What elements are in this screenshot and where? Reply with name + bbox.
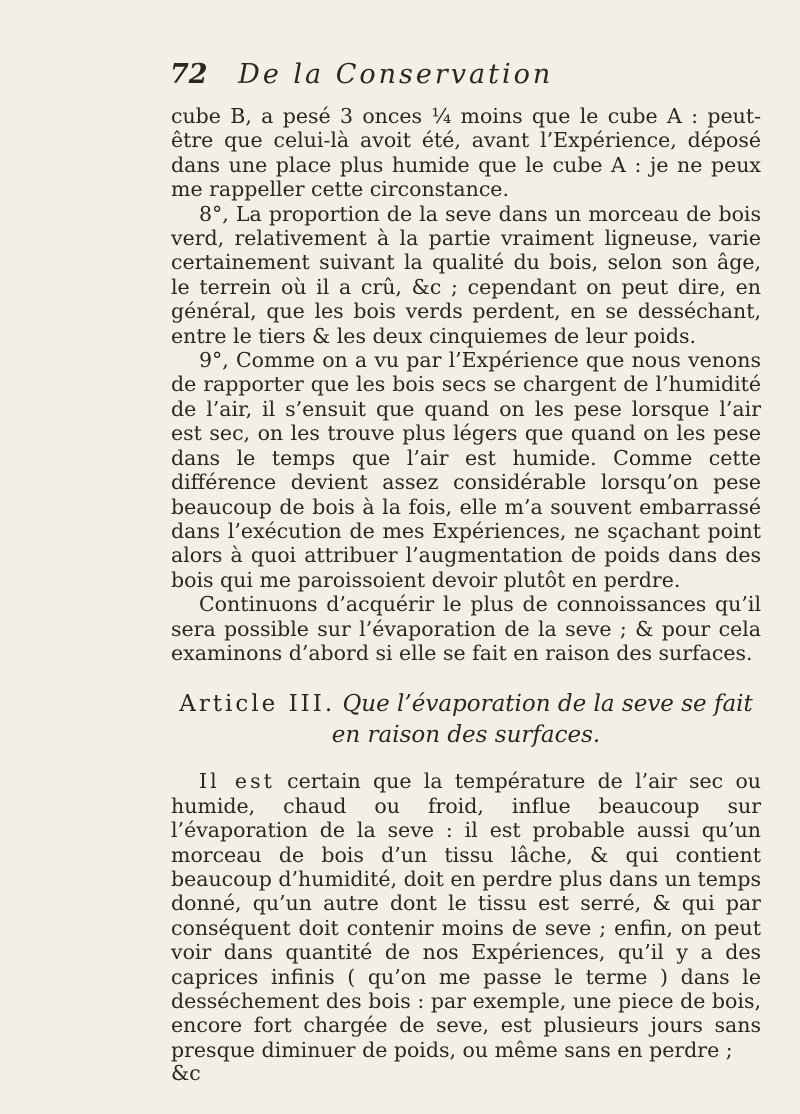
article-heading [171,689,761,751]
paragraph-lead-words: Il est [199,769,275,794]
paragraph: Continuons d’acquérir le plus de connoissances qu’il sera possible sur l’évaporation de la seve ; & pour cela examinons d’abord si elle se fait en raison des surfaces. [171,592,761,665]
paragraph-text: certain que la température de l’air sec ou humide, chaud ou froid, influe beaucoup sur l’évaporation de la seve : il est probable aussi qu’un morceau de bois d’un tissu lâche, & qui contient beaucoup d’humidité, doit en perdre plus dans un temps donné, qu’un autre dont le tissu est serré, & qui par conséquent doit contenir moins de seve ; enfin, on peut voir dans quantité de nos Expériences, qu’il y a des caprices infinis ( qu’on me passe le terme ) dans le desséchement des bois : par exemple, une piece de bois, encore fort chargée de seve, est plusieurs jours sans presque diminuer de poids, ou même sans en perdre ; [171,769,761,1062]
running-head [170,58,690,92]
running-head-title: De la Conservation [238,59,554,90]
article-title: Que l’évaporation de la seve se fait en raison des surfaces. [331,691,753,749]
paragraph [171,769,761,1062]
paragraph: cube B, a pesé 3 onces ¼ moins que le cube A : peut-être que celui-là avoit été, avant l’Expérience, déposé dans une place plus humide que le cube A : je ne peux me rappeller cette circonstance. [171,104,761,202]
paragraph: 8°, La proportion de la seve dans un morceau de bois verd, relativement à la partie vraiment ligneuse, varie certainement suivant la qualité du bois, selon son âge, le terrein où il a crû, &c ; cependant on peut dire, en général, que les bois verds perdent, en se desséchant, entre le tiers & les deux cinquiemes de leur poids. [171,201,761,348]
article-label: Article III. [179,691,336,718]
catchword: &c [171,1061,201,1086]
page-number: 72 [170,59,208,90]
paragraph: 9°, Comme on a vu par l’Expérience que nous venons de rapporter que les bois secs se chargent de l’humidité de l’air, il s’ensuit que quand on les pese lorsque l’air est sec, on les trouve plus légers que quand on les pese dans le temps que l’air est humide. Comme cette différence devient assez considérable lorsqu’on pese beaucoup de bois à la fois, elle m’a souvent embarrassé dans l’exécution de mes Expériences, ne sçachant point alors à quoi attribuer l’augmentation de poids dans des bois qui me paroissoient devoir plutôt en perdre. [171,348,761,592]
body-text [171,104,761,1084]
